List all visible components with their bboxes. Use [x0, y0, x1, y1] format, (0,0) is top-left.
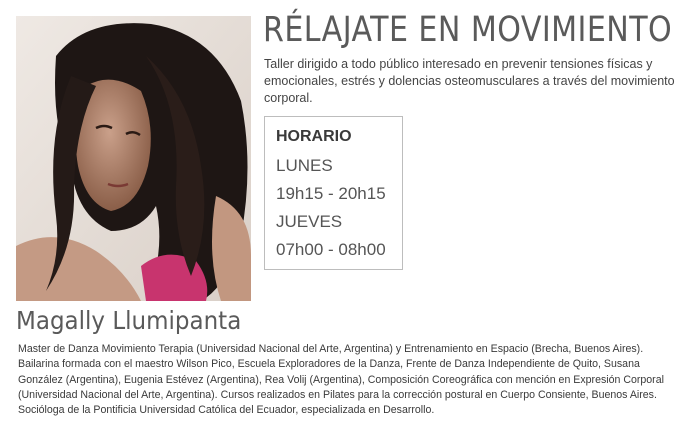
schedule-day-2: JUEVES	[276, 212, 343, 231]
schedule-box	[264, 116, 403, 270]
instructor-name: Magally Llumipanta	[16, 306, 242, 335]
schedule-day-1: LUNES	[276, 156, 333, 175]
instructor-photo	[16, 16, 251, 301]
schedule-time-1: 19h15 - 20h15	[276, 184, 386, 203]
instructor-bio: Master de Danza Movimiento Terapia (Universidad Nacional del Arte, Argentina) y Entrenamiento en Espacio (Brecha, Buenos Aires). Bailarina formada con el maestro Wilson Pico, Escuela Exploradores de la Danza, Frente de Danza Independiente de Quito, Susana González (Argentina), Eugenia Estévez (Argentina), Rea Volij (Argentina), Composición Coreográfica con mención en Expresión Corporal (Universidad Nacional del Arte, Argentina). Cursos realizados en Pilates para la corrección postural en Cuerpo Consiente, Buenos Aires. Socióloga de la Pontificia Universidad Católica del Ecuador, especializada en Desarrollo.	[18, 343, 664, 417]
schedule-heading: HORARIO	[276, 128, 352, 145]
schedule-time-2: 07h00 - 08h00	[276, 240, 386, 259]
workshop-description: Taller dirigido a todo público interesado en prevenir tensiones físicas y emocionales, estrés y dolencias osteomusculares a través del movimiento corporal.	[264, 57, 675, 105]
page-title: RÉLAJATE EN MOVIMIENTO	[263, 10, 673, 50]
